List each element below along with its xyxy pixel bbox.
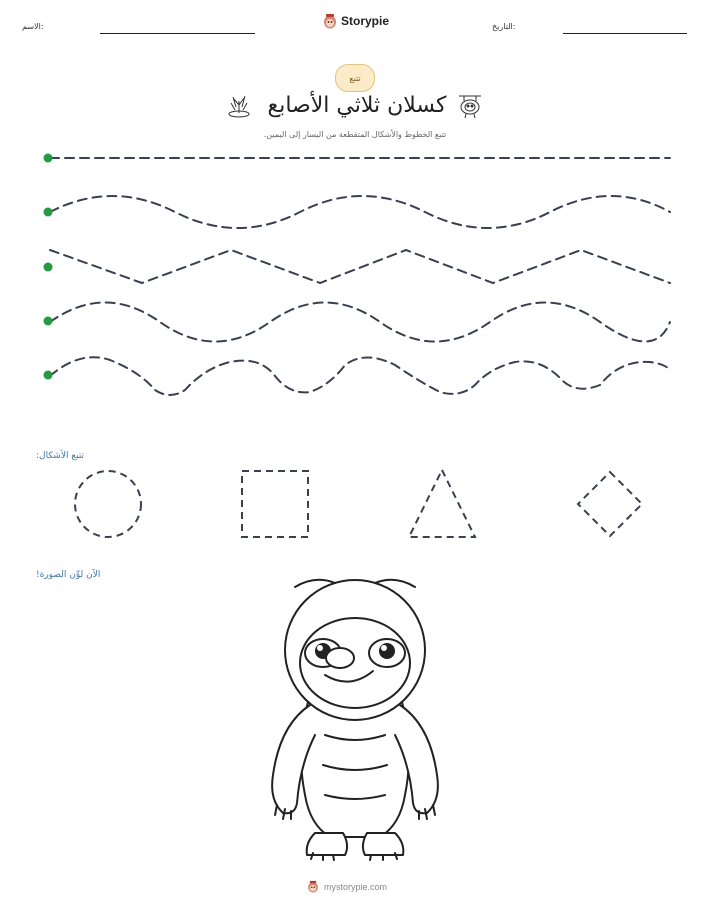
- trace-line-wave-gentle[interactable]: [50, 196, 670, 228]
- footer-site-link[interactable]: mystorypie.com: [324, 881, 388, 892]
- shapes-row: [60, 462, 660, 542]
- trace-line-wave[interactable]: [50, 303, 670, 342]
- sloth-coloring-image[interactable]: [255, 575, 455, 865]
- badge-label: تتبع: [349, 73, 361, 83]
- name-label: الاسم:: [22, 22, 44, 31]
- brand-logo: [323, 13, 389, 29]
- coral-icon: [226, 93, 252, 119]
- trace-line-wave-deep[interactable]: [50, 357, 670, 395]
- date-field[interactable]: [563, 33, 687, 34]
- storypie-mascot-icon: [323, 13, 337, 29]
- square-shape[interactable]: [242, 471, 308, 537]
- date-label: التاريخ:: [492, 22, 516, 31]
- brand-name: Storypie: [341, 14, 390, 28]
- start-dot: [44, 371, 53, 380]
- worksheet-title: كسلان ثلاثي الأصابع: [267, 93, 447, 118]
- coloring-section-label: الآن لوِّن الصورة!: [36, 570, 101, 580]
- start-dot: [44, 208, 53, 217]
- trace-badge: [335, 64, 375, 92]
- sloth-hanging-icon: [456, 92, 484, 120]
- start-dot: [44, 317, 53, 326]
- storypie-mascot-icon: [307, 880, 319, 893]
- trace-line-zigzag[interactable]: [50, 250, 670, 283]
- triangle-shape[interactable]: [409, 470, 475, 537]
- instruction-text: تتبع الخطوط والأشكال المتقطعة من اليسار إلى اليمين.: [263, 130, 447, 139]
- start-dot: [44, 154, 53, 163]
- name-field[interactable]: [100, 33, 255, 34]
- footer: [307, 880, 387, 893]
- diamond-shape[interactable]: [578, 472, 642, 536]
- tracing-lines: [0, 140, 709, 400]
- circle-shape[interactable]: [75, 471, 141, 537]
- start-dot: [44, 263, 53, 272]
- shapes-section-label: تتبع الأشكال:: [36, 451, 85, 461]
